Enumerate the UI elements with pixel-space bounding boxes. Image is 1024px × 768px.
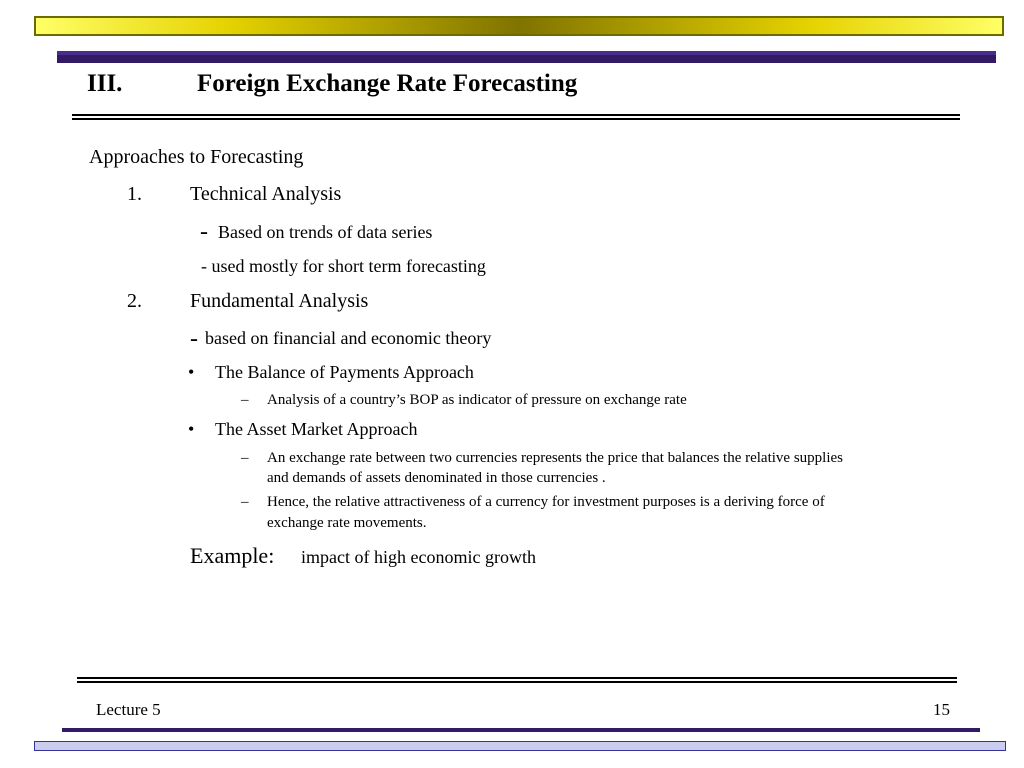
bullet-1-detail-mark: – xyxy=(241,392,249,408)
footer-divider xyxy=(77,677,957,683)
item-1-number: 1. xyxy=(127,183,142,205)
bullet-1-detail: Analysis of a country’s BOP as indicator of pressure on exchange rate xyxy=(267,392,687,408)
header-purple-strip xyxy=(57,51,996,63)
bullet-1-mark: • xyxy=(188,362,195,382)
item-2-sub-1-dash: - xyxy=(190,326,198,352)
top-gradient-bar xyxy=(34,16,1004,36)
bullet-2-label: The Asset Market Approach xyxy=(215,419,418,439)
item-1-label: Technical Analysis xyxy=(190,183,342,205)
bullet-2-detail-1-line-1: An exchange rate between two currencies represents the price that balances the relative supplies xyxy=(267,450,843,466)
item-2-label: Fundamental Analysis xyxy=(190,290,369,312)
bullet-2-detail-1-line-2: and demands of assets denominated in those currencies . xyxy=(267,470,606,486)
slide-title: Foreign Exchange Rate Forecasting xyxy=(197,70,578,97)
example-text: impact of high economic growth xyxy=(301,547,536,567)
bullet-2-detail-2-line-2: exchange rate movements. xyxy=(267,515,427,531)
section-heading: Approaches to Forecasting xyxy=(89,146,304,168)
title-divider xyxy=(72,114,960,120)
item-1-sub-1-dash: - xyxy=(200,219,208,245)
footer-lecture-label: Lecture 5 xyxy=(96,700,161,719)
bullet-1-label: The Balance of Payments Approach xyxy=(215,362,474,382)
bullet-2-detail-2-mark: – xyxy=(241,494,249,510)
item-1-sub-2: - used mostly for short term forecasting xyxy=(201,256,486,276)
bullet-2-mark: • xyxy=(188,419,195,439)
bullet-2-detail-2-line-1: Hence, the relative attractiveness of a currency for investment purposes is a deriving force of xyxy=(267,494,825,510)
page-number: 15 xyxy=(933,700,950,719)
bullet-2-detail-1-mark: – xyxy=(241,450,249,466)
footer-purple-bar xyxy=(62,728,980,732)
item-2-number: 2. xyxy=(127,290,142,312)
example-label: Example: xyxy=(190,543,275,568)
title-number: III. xyxy=(87,70,123,97)
bottom-lavender-bar xyxy=(34,741,1006,751)
item-2-sub-1: based on financial and economic theory xyxy=(205,328,492,348)
item-1-sub-1: Based on trends of data series xyxy=(218,222,433,242)
